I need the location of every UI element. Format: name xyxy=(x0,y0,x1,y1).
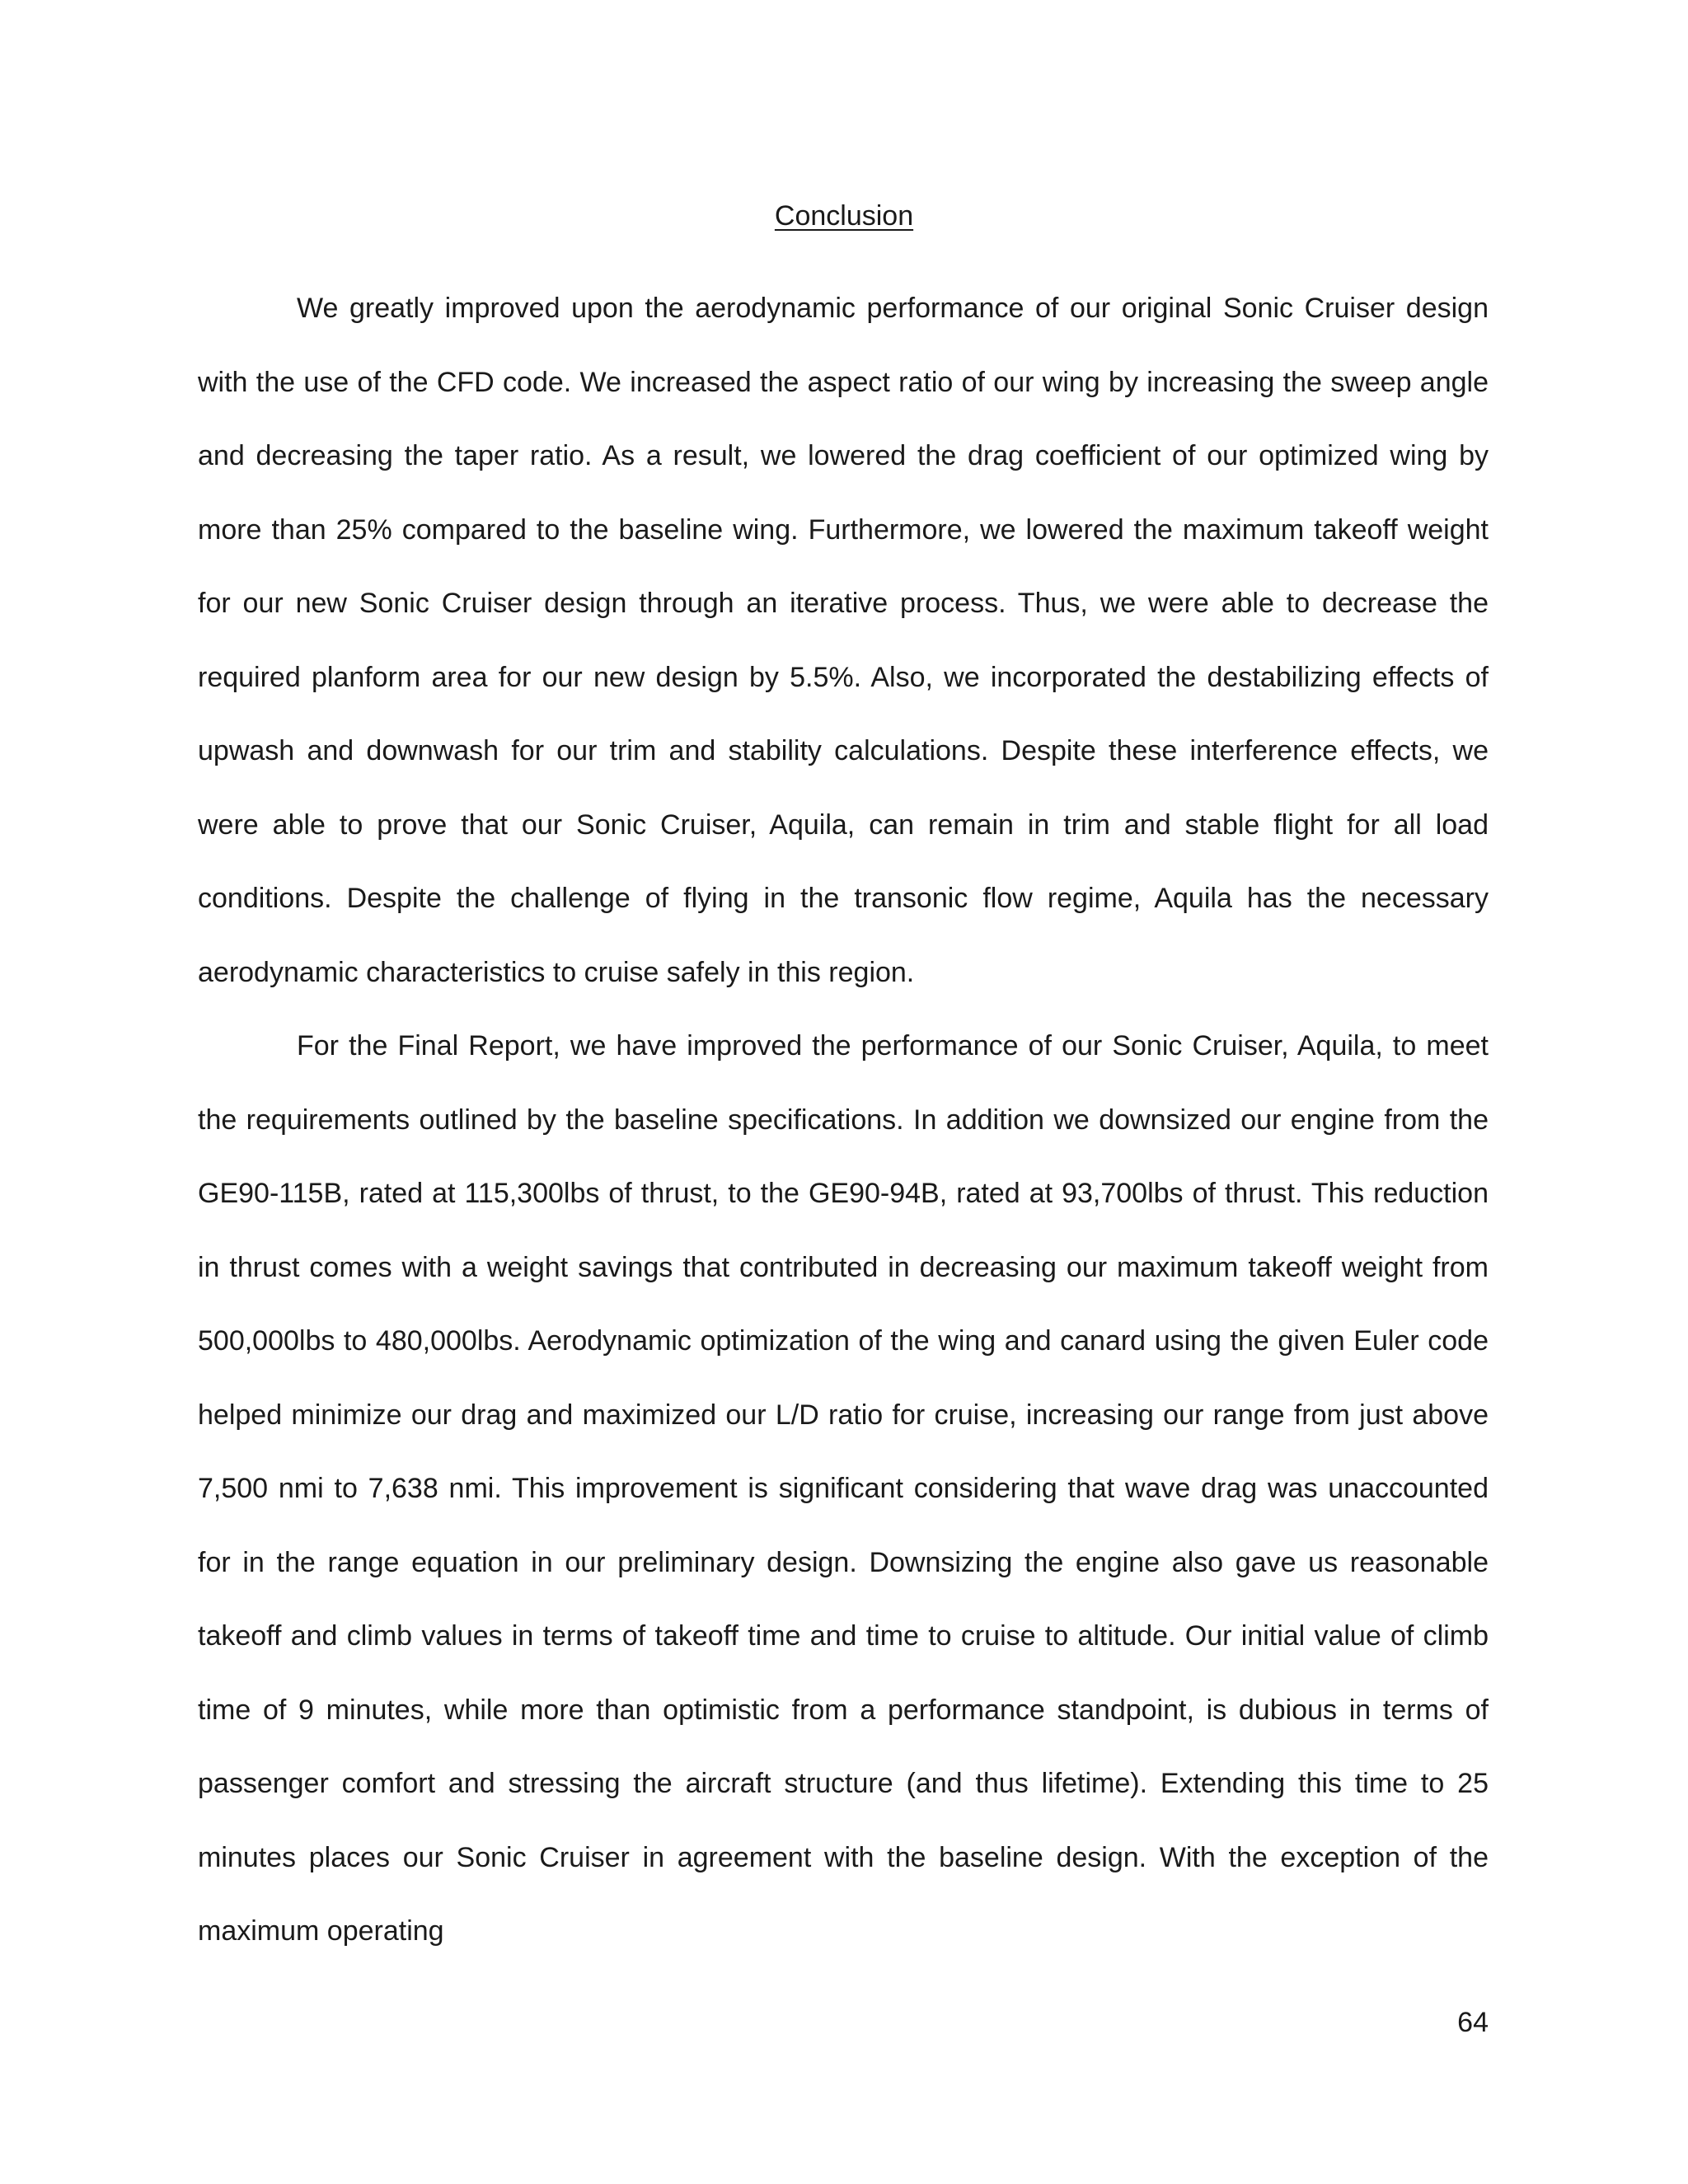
paragraph-1: We greatly improved upon the aerodynamic performance of our original Sonic Cruiser design with the use of the CFD code. We increased the aspect ratio of our wing by increasing the sweep angle and decreasing the taper ratio. As a result, we lowered the drag coefficient of our optimized wing by more than 25% compared to the baseline wing. Furthermore, we lowered the maximum takeoff weight for our new Sonic Cruiser design through an iterative process. Thus, we were able to decrease the required planform area for our new design by 5.5%. Also, we incorporated the destabilizing effects of upwash and downwash for our trim and stability calculations. Despite these interference effects, we were able to prove that our Sonic Cruiser, Aquila, can remain in trim and stable flight for all load conditions. Despite the challenge of flying in the transonic flow regime, Aquila has the necessary aerodynamic characteristics to cruise safely in this region. xyxy=(198,293,1489,988)
body-text xyxy=(198,272,1489,1969)
section-heading: Conclusion xyxy=(774,200,914,232)
page-number: 64 xyxy=(1457,2007,1489,2038)
paragraph-2: For the Final Report, we have improved the performance of our Sonic Cruiser, Aquila, to meet the requirements outlined by the baseline specifications. In addition we downsized our engine from the GE90-115B, rated at 115,300lbs of thrust, to the GE90-94B, rated at 93,700lbs of thrust. This reduction in thrust comes with a weight savings that contributed in decreasing our maximum takeoff weight from 500,000lbs to 480,000lbs. Aerodynamic optimization of the wing and canard using the given Euler code helped minimize our drag and maximized our L/D ratio for cruise, increasing our range from just above 7,500 nmi to 7,638 nmi. This improvement is significant considering that wave drag was unaccounted for in the range equation in our preliminary design. Downsizing the engine also gave us reasonable takeoff and climb values in terms of takeoff time and time to cruise to altitude. Our initial value of climb time of 9 minutes, while more than optimistic from a performance standpoint, is dubious in terms of passenger comfort and stressing the aircraft structure (and thus lifetime). Extending this time to 25 minutes places our Sonic Cruiser in agreement with the baseline design. With the exception of the maximum operating xyxy=(198,1030,1489,1947)
